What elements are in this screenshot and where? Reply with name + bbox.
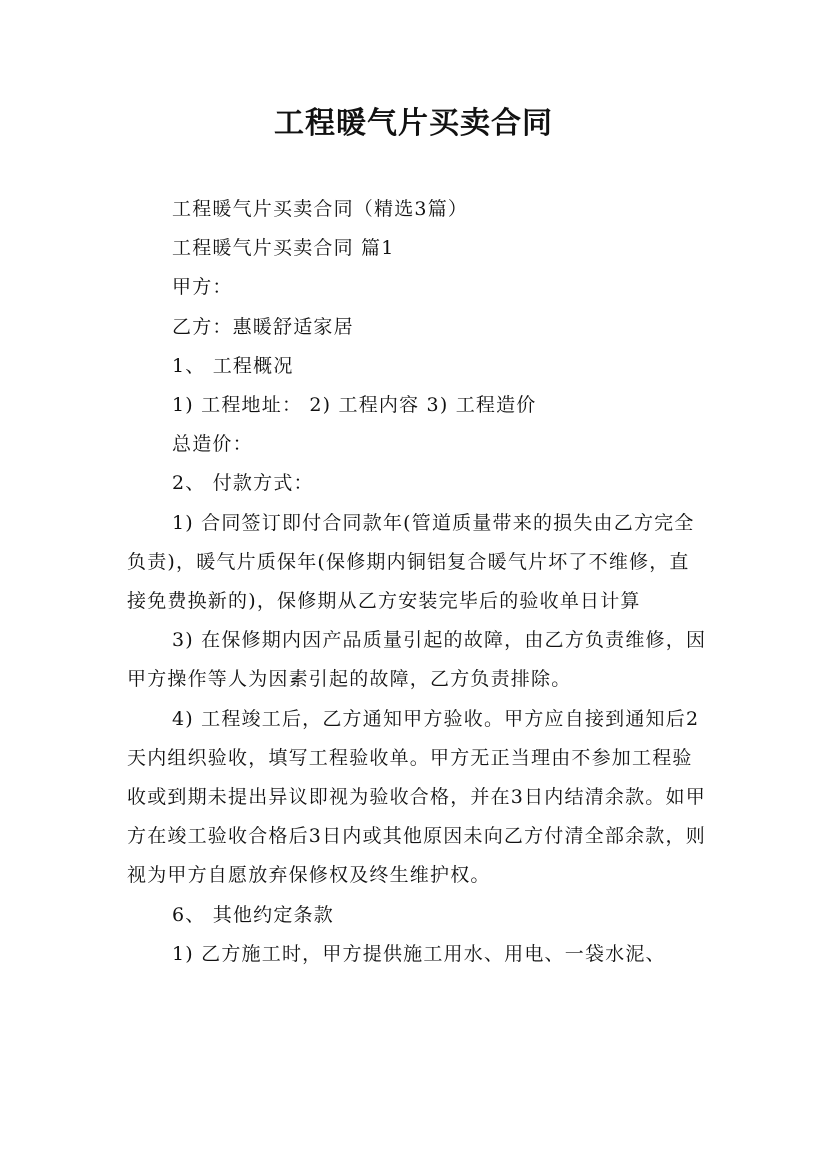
- paragraph-clause-6: 6、 其他约定条款: [172, 903, 334, 926]
- paragraph-total-cost: 总造价：: [172, 433, 253, 456]
- paragraph-other-terms: 1) 乙方施工时，甲方提供施工用水、用电、一袋水泥、: [172, 942, 666, 965]
- paragraph-clause-2: 2、 付款方式：: [172, 472, 314, 495]
- paragraph-subtitle: 工程暖气片买卖合同（精选3篇）: [172, 198, 469, 220]
- paragraph-party-a: 甲方：: [172, 276, 233, 299]
- document-body: [127, 190, 707, 974]
- paragraph-payment-terms: 1) 合同签订即付合同款年(管道质量带来的损失由乙方完全负责)，暖气片质保年(保修期内铜铝复合暖气片坏了不维修，直接免费换新的)，保修期从乙方安装完毕后的验收单日计算: [127, 511, 695, 613]
- paragraph-acceptance: 4) 工程竣工后，乙方通知甲方验收。甲方应自接到通知后2天内组织验收，填写工程验收单。甲方无正当理由不参加工程验收或到期未提出异议即视为验收合格，并在3日内结清余款。如甲方在竣工验收合格后3日内或其他原因未向乙方付清全部余款，则视为甲方自愿放弃保修权及终生维护权。: [127, 707, 706, 887]
- paragraph-party-b: 乙方：惠暖舒适家居: [172, 315, 354, 338]
- paragraph-project-details: 1) 工程地址： 2) 工程内容 3) 工程造价: [172, 394, 537, 417]
- paragraph-section-heading: 工程暖气片买卖合同 篇1: [172, 237, 395, 260]
- document-title: 工程暖气片买卖合同: [274, 106, 553, 141]
- paragraph-warranty-repair: 3) 在保修期内因产品质量引起的故障，由乙方负责维修，因甲方操作等人为因素引起的故障，乙方负责排除。: [127, 629, 707, 691]
- paragraph-clause-1: 1、 工程概况: [172, 354, 294, 377]
